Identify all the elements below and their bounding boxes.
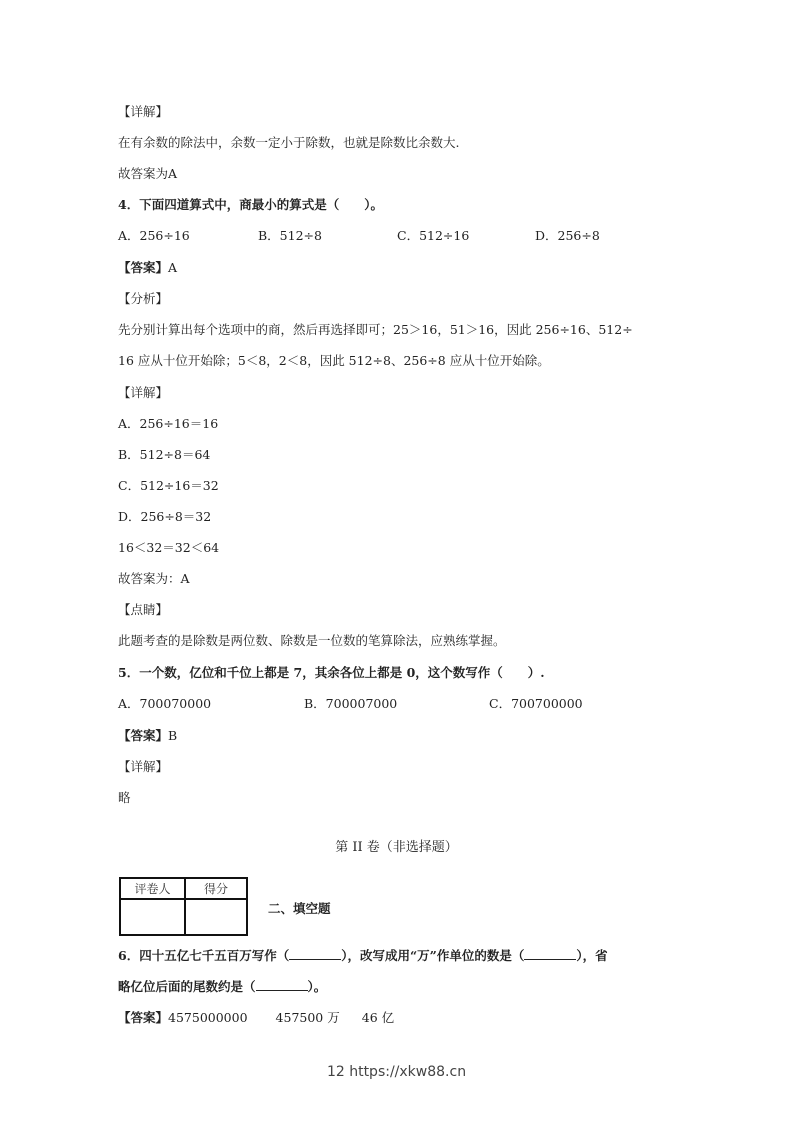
q5-option-a: A．700070000 bbox=[118, 696, 212, 711]
q5-option-c: C．700700000 bbox=[489, 696, 583, 711]
section-heading: 二、填空题 bbox=[268, 901, 331, 916]
question-4: 4．下面四道算式中，商最小的算式是（ ）。 bbox=[118, 197, 383, 212]
answer-label: 【答案】 bbox=[118, 260, 169, 275]
score-table bbox=[119, 877, 248, 936]
score-table-cell-score bbox=[185, 899, 247, 935]
answer-blank bbox=[256, 979, 308, 991]
question-5: 5．一个数，亿位和千位上都是 7，其余各位上都是 0，这个数写作（ ）. bbox=[118, 665, 545, 680]
q6-text-part: 6．四十五亿七千五百万写作（ bbox=[118, 948, 290, 963]
detail-text: 略 bbox=[118, 790, 131, 805]
answer-value-1: 4575000000 bbox=[168, 1010, 248, 1025]
q6-answer bbox=[118, 1010, 394, 1026]
detail-line-1: A．256÷16＝16 bbox=[118, 416, 219, 431]
answer-label: 【答案】 bbox=[118, 1010, 169, 1025]
q6-text-part: ），省 bbox=[576, 948, 608, 963]
answer-value-2: 457500 万 bbox=[275, 1010, 340, 1025]
score-table-cell-grader bbox=[120, 899, 185, 935]
question-6-line-2 bbox=[118, 979, 326, 995]
analysis-label: 【分析】 bbox=[118, 291, 169, 306]
q5-answer bbox=[118, 728, 177, 744]
detail-label: 【详解】 bbox=[118, 759, 169, 774]
q6-text-part: ）。 bbox=[307, 979, 327, 994]
answer-value-3: 46 亿 bbox=[361, 1010, 395, 1025]
comment-label: 【点睛】 bbox=[118, 602, 169, 617]
detail-label: 【详解】 bbox=[118, 385, 169, 400]
analysis-line-1: 先分别计算出每个选项中的商，然后再选择即可；25＞16，51＞16，因此 256÷16、512÷ bbox=[118, 322, 633, 337]
detail-label: 【详解】 bbox=[118, 104, 169, 119]
score-table-header-score: 得分 bbox=[185, 878, 247, 899]
q6-text-part: ），改写成用“万”作单位的数是（ bbox=[341, 948, 525, 963]
q5-option-b: B．700007000 bbox=[304, 696, 398, 711]
conclusion-text: 故答案为A bbox=[118, 166, 178, 181]
comment-text: 此题考查的是除数是两位数、除数是一位数的笔算除法，应熟练掌握。 bbox=[118, 633, 506, 648]
q4-option-a: A．256÷16 bbox=[118, 228, 190, 243]
score-table-header-grader: 评卷人 bbox=[120, 878, 185, 899]
answer-value: B bbox=[168, 728, 178, 743]
detail-line-2: B．512÷8＝64 bbox=[118, 447, 211, 462]
analysis-line-2: 16 应从十位开始除；5＜8，2＜8，因此 512÷8、256÷8 应从十位开始除。 bbox=[118, 353, 550, 368]
detail-line-6: 故答案为：A bbox=[118, 571, 190, 586]
question-6-line-1 bbox=[118, 948, 608, 964]
answer-label: 【答案】 bbox=[118, 728, 169, 743]
answer-blank bbox=[524, 948, 576, 960]
detail-line-3: C．512÷16＝32 bbox=[118, 478, 219, 493]
q4-option-b: B．512÷8 bbox=[258, 228, 322, 243]
detail-line-4: D．256÷8＝32 bbox=[118, 509, 212, 524]
answer-value: A bbox=[168, 260, 178, 275]
q6-text-part: 略亿位后面的尾数约是（ bbox=[118, 979, 256, 994]
page-footer: 12 https://xkw88.cn bbox=[326, 1064, 467, 1080]
q4-option-d: D．256÷8 bbox=[535, 228, 600, 243]
detail-line-5: 16＜32＝32＜64 bbox=[118, 540, 220, 555]
q4-answer bbox=[118, 260, 177, 276]
section-title: 第 II 卷（非选择题） bbox=[335, 840, 458, 855]
q4-option-c: C．512÷16 bbox=[397, 228, 470, 243]
answer-blank bbox=[289, 948, 341, 960]
detail-text: 在有余数的除法中，余数一定小于除数，也就是除数比余数大. bbox=[118, 135, 460, 150]
